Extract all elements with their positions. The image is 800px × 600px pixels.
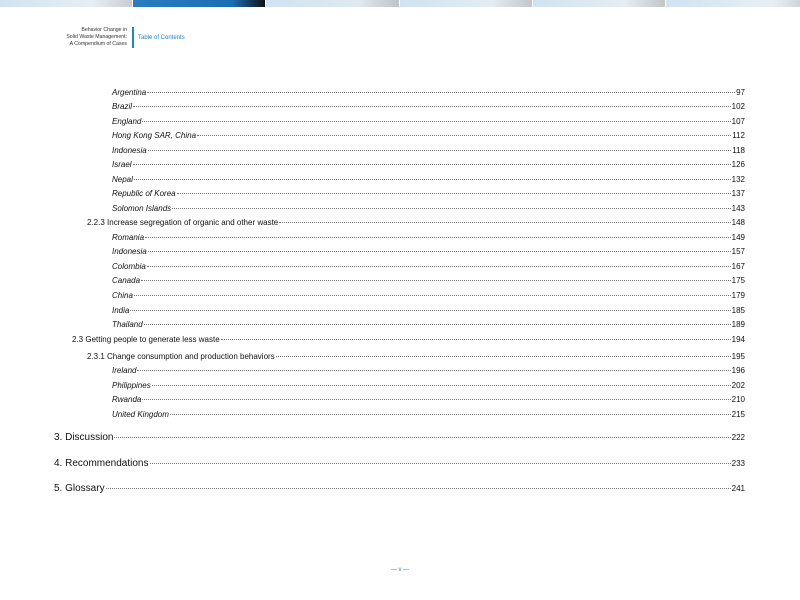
dot-leader [148,251,731,252]
dot-leader [141,280,731,281]
toc-entry-page: 102 [731,102,745,111]
toc-entry[interactable] [112,102,745,111]
toc-entry-page: 97 [736,88,745,97]
toc-entry-label: Indonesia [112,247,147,256]
toc-entry-label: Indonesia [112,146,147,155]
dot-leader [134,295,731,296]
toc-entry-label: 2.3.1 Change consumption and production behaviors [87,352,275,361]
toc-entry[interactable] [112,131,745,140]
dot-leader [170,414,731,415]
toc-entry-label: Canada [112,276,141,285]
toc-entry-label: Nepal [112,175,133,184]
toc-entry-label: 4. Recommendations [54,458,149,469]
dot-leader [114,437,730,438]
toc-entry-label: England [112,117,142,126]
toc-entry[interactable] [112,88,745,97]
dot-leader [137,370,730,371]
toc-entry-page: 233 [731,459,745,468]
toc-entry-label: 2.3 Getting people to generate less waste [72,335,220,344]
top-color-strip [0,0,800,7]
dot-leader [144,324,731,325]
dot-leader [152,385,731,386]
toc-entry-page: 210 [731,395,745,404]
toc-entry-page: 132 [731,175,745,184]
dot-leader [133,106,731,107]
dot-leader [147,266,731,267]
dot-leader [130,310,730,311]
dot-leader [221,339,731,340]
toc-entry[interactable] [112,247,745,256]
toc-section[interactable] [72,335,745,344]
toc-chapter[interactable] [54,432,745,443]
toc-entry-label: United Kingdom [112,410,169,419]
toc-entry-label: China [112,291,133,300]
toc-entry[interactable] [112,366,745,375]
toc-entry-page: 215 [731,410,745,419]
toc-entry-label: Thailand [112,320,143,329]
toc-entry-label: 2.2.3 Increase segregation of organic and other waste [87,218,279,227]
dot-leader [279,222,730,223]
toc-entry[interactable] [112,146,745,155]
toc-entry-label: Argentina [112,88,147,97]
toc-entry-label: Ireland [112,366,137,375]
document-title-line: Solid Waste Management: [66,34,127,40]
toc-entry-label: 3. Discussion [54,432,114,443]
toc-entry[interactable] [112,381,745,390]
toc-entry-page: 137 [731,189,745,198]
toc-entry[interactable] [112,276,745,285]
toc-entry[interactable] [112,204,745,213]
toc-entry[interactable] [112,291,745,300]
toc-entry-page: 179 [731,291,745,300]
toc-entry[interactable] [112,410,745,419]
toc-entry-page: 126 [731,160,745,169]
document-title-line: Behavior Change in [81,27,127,33]
toc-entry[interactable] [112,306,745,315]
header-divider [132,27,134,48]
page-number: — v — [390,567,410,573]
toc-entry[interactable] [112,117,745,126]
toc-entry-label: Solomon Islands [112,204,172,213]
toc-entry-page: 241 [731,484,745,493]
toc-entry-page: 185 [731,306,745,315]
dot-leader [106,488,731,489]
toc-entry-page: 143 [731,204,745,213]
dot-leader [276,356,731,357]
toc-entry-page: 189 [731,320,745,329]
dot-leader [197,135,731,136]
toc-entry-label: Philippines [112,381,151,390]
document-title [40,27,127,48]
toc-chapter[interactable] [54,458,745,469]
toc-entry-label: Brazil [112,102,133,111]
toc-chapter[interactable] [54,483,745,494]
dot-leader [148,150,732,151]
dot-leader [134,179,731,180]
toc-entry-label: Rwanda [112,395,142,404]
toc-entry[interactable] [112,262,745,271]
toc-entry-label: Romania [112,233,145,242]
toc-entry[interactable] [112,320,745,329]
dot-leader [133,164,731,165]
toc-entry-label: Hong Kong SAR, China [112,131,197,140]
dot-leader [142,399,730,400]
toc-entry-page: 202 [731,381,745,390]
dot-leader [172,208,730,209]
toc-entry-page: 112 [732,131,745,140]
toc-entry-page: 222 [731,433,745,442]
toc-entry-page: 175 [731,276,745,285]
toc-subsection[interactable] [87,352,745,361]
toc-entry-page: 195 [731,352,745,361]
toc-entry-label: 5. Glossary [54,483,105,494]
dot-leader [177,193,731,194]
toc-entry[interactable] [112,189,745,198]
dot-leader [145,237,731,238]
toc-entry-page: 196 [731,366,745,375]
toc-entry-page: 194 [731,335,745,344]
toc-entry-label: Republic of Korea [112,189,176,198]
document-title-line: A Compendium of Cases [69,41,127,47]
toc-entry-page: 149 [731,233,745,242]
toc-subsection[interactable] [87,218,745,227]
dot-leader [142,121,730,122]
toc-entry-label: Israel [112,160,132,169]
toc-entry[interactable] [112,160,745,169]
dot-leader [150,463,731,464]
section-label: Table of Contents [138,35,185,41]
toc-entry[interactable] [112,175,745,184]
toc-entry-page: 167 [731,262,745,271]
toc-entry-page: 107 [731,117,745,126]
toc-entry[interactable] [112,233,745,242]
toc-entry-page: 118 [732,146,745,155]
toc-entry-page: 157 [731,247,745,256]
toc-entry-label: India [112,306,130,315]
toc-entry[interactable] [112,395,745,404]
toc-entry-label: Colombia [112,262,146,271]
toc-entry-page: 148 [731,218,745,227]
dot-leader [147,92,735,93]
